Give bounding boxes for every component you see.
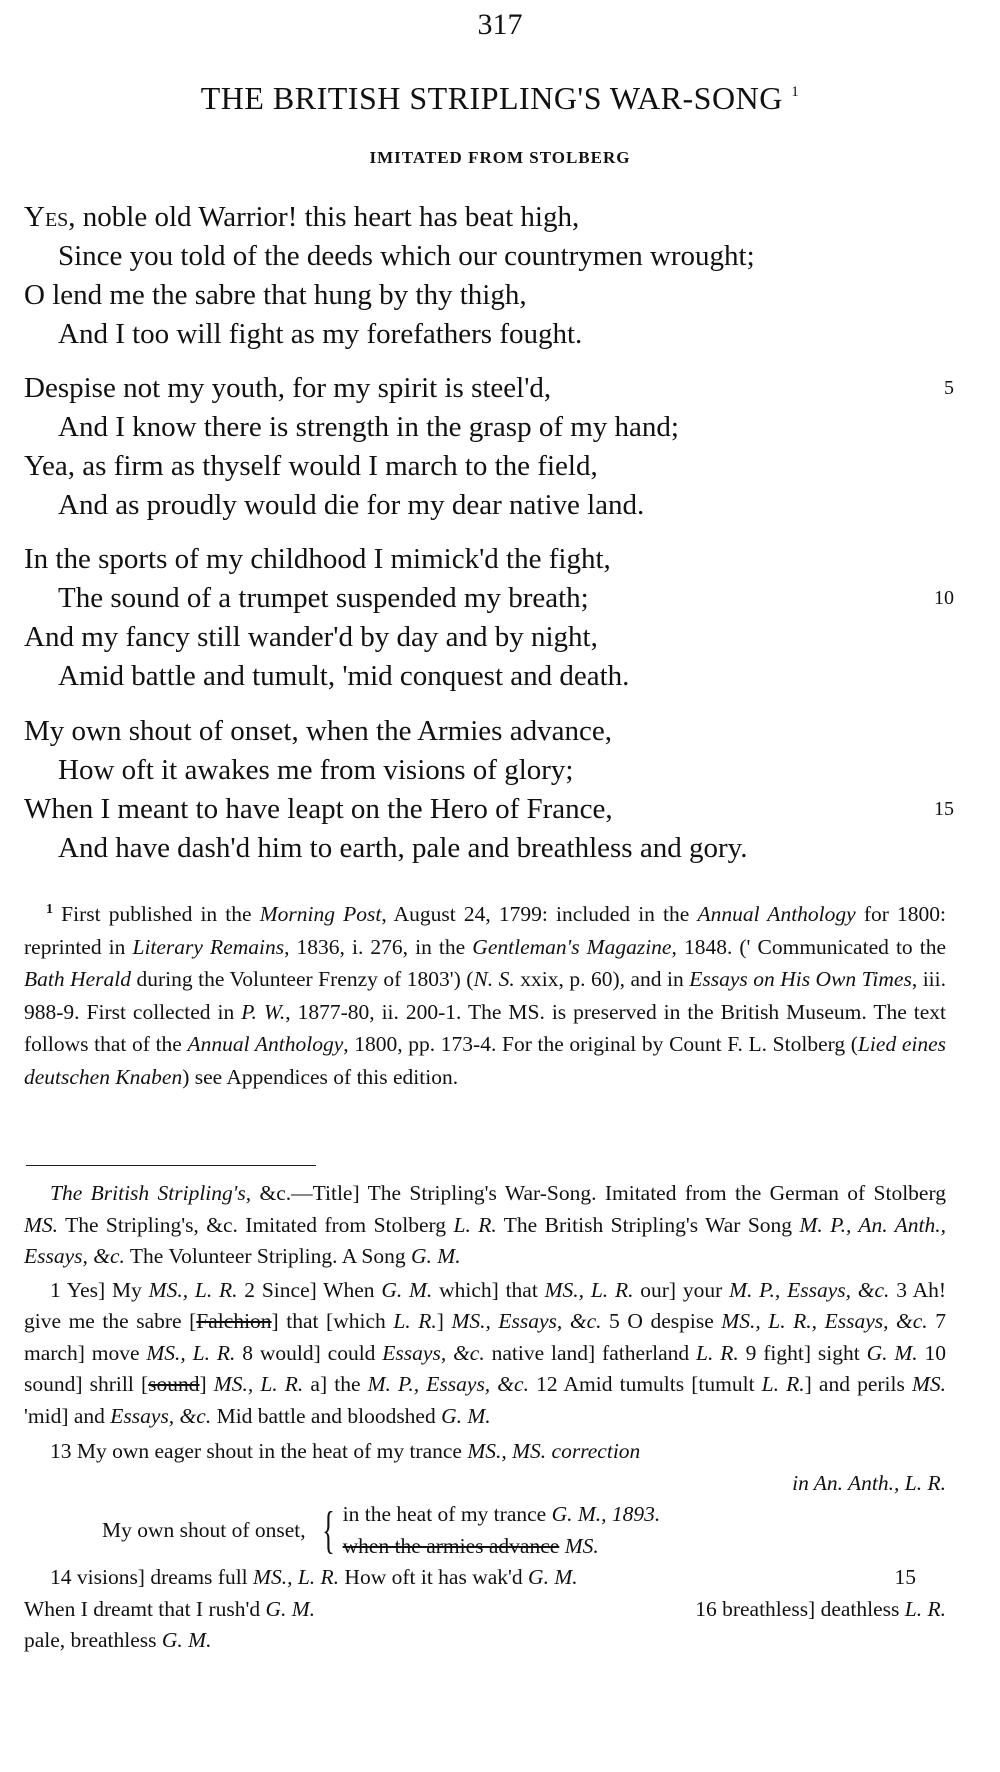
variant-source: G. M.	[866, 1340, 918, 1365]
line-number-15: 15	[934, 798, 954, 820]
variant-italic: The British Stripling's	[50, 1181, 246, 1205]
variant-struck: sound	[148, 1372, 200, 1396]
footnote-italic: Lied eines deutschen Knaben	[24, 1032, 947, 1089]
page-number: 317	[477, 8, 523, 41]
variant-brace-group	[24, 1499, 946, 1562]
variant-source: Essays, &c.	[110, 1403, 212, 1428]
stanza-1	[24, 198, 954, 354]
poem-title-text: THE BRITISH STRIPLING'S WAR-SONG	[200, 80, 783, 116]
variant-text: When I dreamt that I rush'd	[24, 1596, 266, 1621]
footnote-text: ) see Appendices of this edition.	[182, 1064, 459, 1089]
variant-text: 12 Amid tumults [tumult	[528, 1372, 762, 1396]
footnote-italic: Essays on His Own Times	[689, 967, 912, 992]
line-number-5: 5	[944, 377, 954, 399]
footnote-italic: Bath Herald	[24, 967, 132, 992]
variant-italic: M. P., An. Anth., Essays, &c.	[24, 1212, 947, 1268]
variant-text: How oft it has wak'd	[339, 1565, 529, 1589]
variant-source: MS., L. R., Essays, &c.	[721, 1309, 928, 1333]
variant-text: 14 visions] dreams full	[50, 1565, 254, 1589]
variant-text: 'mid] and	[24, 1403, 111, 1428]
verse-line-14: How oft it awakes me from visions of glory;	[58, 754, 574, 786]
variant-readings	[24, 1178, 946, 1657]
variant-source: L. R.	[393, 1309, 437, 1333]
variant-line-16-reading	[695, 1594, 946, 1626]
verse-line-10-text: The sound of a trumpet suspended my breath;	[58, 582, 589, 614]
variant-source: G. M.	[161, 1628, 212, 1652]
variant-text: 5 O despise	[601, 1309, 722, 1333]
variant-source: MS., Essays, &c.	[451, 1309, 602, 1333]
variant-source: MS., L. R.	[146, 1340, 236, 1365]
variant-source: L. R.	[904, 1596, 946, 1621]
variant-source: MS., MS. correction	[467, 1439, 641, 1463]
footnote-italic: Morning Post	[259, 902, 382, 927]
footnote-italic: Annual Anthology	[697, 902, 856, 927]
variant-title	[24, 1178, 946, 1273]
verse-line-10	[24, 579, 954, 618]
variant-text: , &c.—Title] The Stripling's War-Song. Imitated from the German of Stolberg	[245, 1181, 946, 1205]
variant-source: MS., L. R.	[253, 1565, 340, 1589]
footnote-divider	[26, 1165, 316, 1166]
footnote-text: , 1848. (' Communicated to the	[671, 934, 947, 959]
variant-source: MS., L. R.	[213, 1372, 304, 1396]
footnote-text: , 1877-80, ii. 200-1. The MS. is preserved in the British Museum. The text follows that of the	[24, 999, 946, 1057]
variant-text: The Stripling's, &c. Imitated from Stolberg	[58, 1212, 454, 1237]
verse-line-1-text: , noble old Warrior! this heart has beat high,	[68, 201, 580, 233]
variant-text: ]	[436, 1309, 452, 1333]
verse-line-5	[24, 369, 954, 408]
footnote-marker: 1	[46, 902, 53, 917]
variant-text: 2 Since] When	[237, 1277, 382, 1302]
variant-lines-1-12	[24, 1275, 946, 1433]
variant-line-13-cont	[24, 1468, 946, 1500]
variant-source: L. R.	[761, 1372, 805, 1396]
variant-source: G. M.	[441, 1403, 491, 1428]
verse-line-4: And I too will fight as my forefathers fought.	[58, 318, 583, 350]
variant-text: which] that	[432, 1277, 545, 1302]
variant-source: G. M.	[528, 1565, 578, 1589]
footnote-italic: Literary Remains	[132, 934, 285, 959]
variant-italic: L. R.	[453, 1212, 497, 1237]
footnote-text: First published in the	[61, 902, 260, 927]
variant-line-16-lead	[24, 1594, 315, 1626]
variant-text: The Volunteer Stripling. A Song	[124, 1244, 412, 1268]
footnote-text: for 1800: reprinted in	[24, 902, 946, 959]
variant-source: M. P., Essays, &c.	[367, 1372, 529, 1396]
variant-struck: when the armies advance	[342, 1533, 560, 1558]
title-footnote-marker: 1	[791, 84, 800, 100]
verse-line-12: Amid battle and tumult, 'mid conquest and death.	[58, 660, 630, 692]
variant-text: pale, breathless	[24, 1628, 162, 1652]
variant-line-16	[24, 1594, 946, 1626]
verse-line-3: O lend me the sabre that hung by thy thigh,	[24, 279, 527, 311]
footnote-text: , August 24, 1799: included in the	[381, 902, 698, 927]
variant-option-1	[343, 1499, 661, 1531]
verse-line-2: Since you told of the deeds which our countrymen wrought;	[58, 240, 755, 272]
variant-italic: MS.	[24, 1212, 59, 1237]
variant-text: in the heat of my trance	[342, 1502, 552, 1526]
variant-source: M. P., Essays, &c.	[729, 1277, 890, 1302]
variant-text: 7 march] move	[24, 1309, 946, 1365]
verse-line-9: In the sports of my childhood I mimick'd the fight,	[24, 543, 611, 575]
verse-initial: Yes	[24, 201, 69, 233]
variant-source: Essays, &c.	[382, 1340, 485, 1365]
verse-line-6: And I know there is strength in the grasp of my hand;	[58, 411, 679, 443]
variant-line-17	[24, 1625, 946, 1657]
verse-line-5-text: Despise not my youth, for my spirit is steel'd,	[24, 372, 552, 404]
variant-source: G. M.	[381, 1277, 433, 1302]
variant-source: MS.	[559, 1533, 599, 1558]
variant-source: MS., L. R.	[148, 1277, 238, 1302]
variant-line-13	[24, 1436, 946, 1468]
variant-source: G. M.	[265, 1596, 316, 1621]
footnote-text: , iii. 988-9. First collected in	[24, 967, 946, 1024]
variant-text: My own shout of onset,	[102, 1517, 306, 1542]
verse-line-8: And as proudly would die for my dear native land.	[58, 489, 645, 521]
variant-text: 16 breathless] deathless	[695, 1596, 905, 1621]
variant-text: Mid battle and bloodshed	[211, 1403, 442, 1428]
poem-subtitle: IMITATED FROM STOLBERG	[369, 148, 631, 167]
variant-line-14	[24, 1562, 946, 1594]
variant-text: native land] fatherland	[484, 1340, 697, 1365]
variant-text: a] the	[303, 1372, 368, 1396]
variant-option-2	[343, 1531, 661, 1563]
variant-text: ] that [which	[271, 1309, 394, 1333]
footnote-text: during the Volunteer Frenzy of 1803') (	[131, 967, 474, 992]
verse-line-11: And my fancy still wander'd by day and by night,	[24, 621, 598, 653]
verse-line-15	[24, 790, 954, 829]
variant-text: 9 fight] sight	[738, 1340, 867, 1365]
stanza-4	[24, 712, 954, 868]
variant-line-14-text	[50, 1562, 578, 1594]
variant-text: 1 Yes] My	[50, 1277, 149, 1302]
poem-title	[0, 80, 1000, 117]
variant-text: 10 sound] shrill [	[24, 1340, 947, 1396]
stanza-3	[24, 540, 954, 696]
variant-brace-options	[343, 1499, 661, 1562]
variant-source: in An. Anth., L. R.	[792, 1470, 946, 1495]
footnote-italic: P. W.	[241, 999, 286, 1024]
variant-struck: Falchion	[196, 1309, 272, 1333]
variant-text: The British Stripling's War Song	[496, 1212, 800, 1237]
footnote	[24, 894, 946, 1093]
footnote-text: , 1800, pp. 173-4. For the original by Count F. L. Stolberg (	[343, 1032, 858, 1057]
verse-line-1	[24, 198, 954, 237]
verse-line-7: Yea, as firm as thyself would I march to the field,	[24, 450, 598, 482]
variant-text: ] and perils	[804, 1372, 912, 1396]
verse-line-13: My own shout of onset, when the Armies advance,	[24, 715, 612, 747]
footnote-text: xxix, p. 60), and in	[514, 967, 690, 992]
brace-symbol: {	[321, 1501, 335, 1559]
verse-line-16: And have dash'd him to earth, pale and breathless and gory.	[58, 832, 748, 864]
variant-text: 8 would] could	[235, 1340, 383, 1365]
footnote-italic: Gentleman's Magazine	[472, 934, 672, 959]
footnote-text: , 1836, i. 276, in the	[284, 934, 473, 959]
variant-text: our] your	[633, 1277, 730, 1302]
variant-source: MS., L. R.	[544, 1277, 634, 1302]
footnote-italic: N. S.	[473, 967, 515, 992]
variant-italic: G. M.	[411, 1244, 461, 1268]
variant-source: G. M., 1893.	[551, 1502, 661, 1526]
verse-line-15-text: When I meant to have leapt on the Hero of France,	[24, 793, 613, 825]
variant-source: L. R.	[696, 1340, 739, 1365]
stanza-2	[24, 369, 954, 525]
variant-source: MS.	[911, 1372, 947, 1396]
variant-text: 13 My own eager shout in the heat of my trance	[50, 1439, 468, 1463]
footnote-italic: Annual Anthology	[187, 1032, 344, 1057]
variant-line-number: 15	[894, 1565, 916, 1589]
variant-text: 3 Ah! give me the sabre [	[24, 1277, 947, 1333]
variant-text: ]	[199, 1372, 214, 1396]
line-number-10: 10	[934, 587, 954, 609]
